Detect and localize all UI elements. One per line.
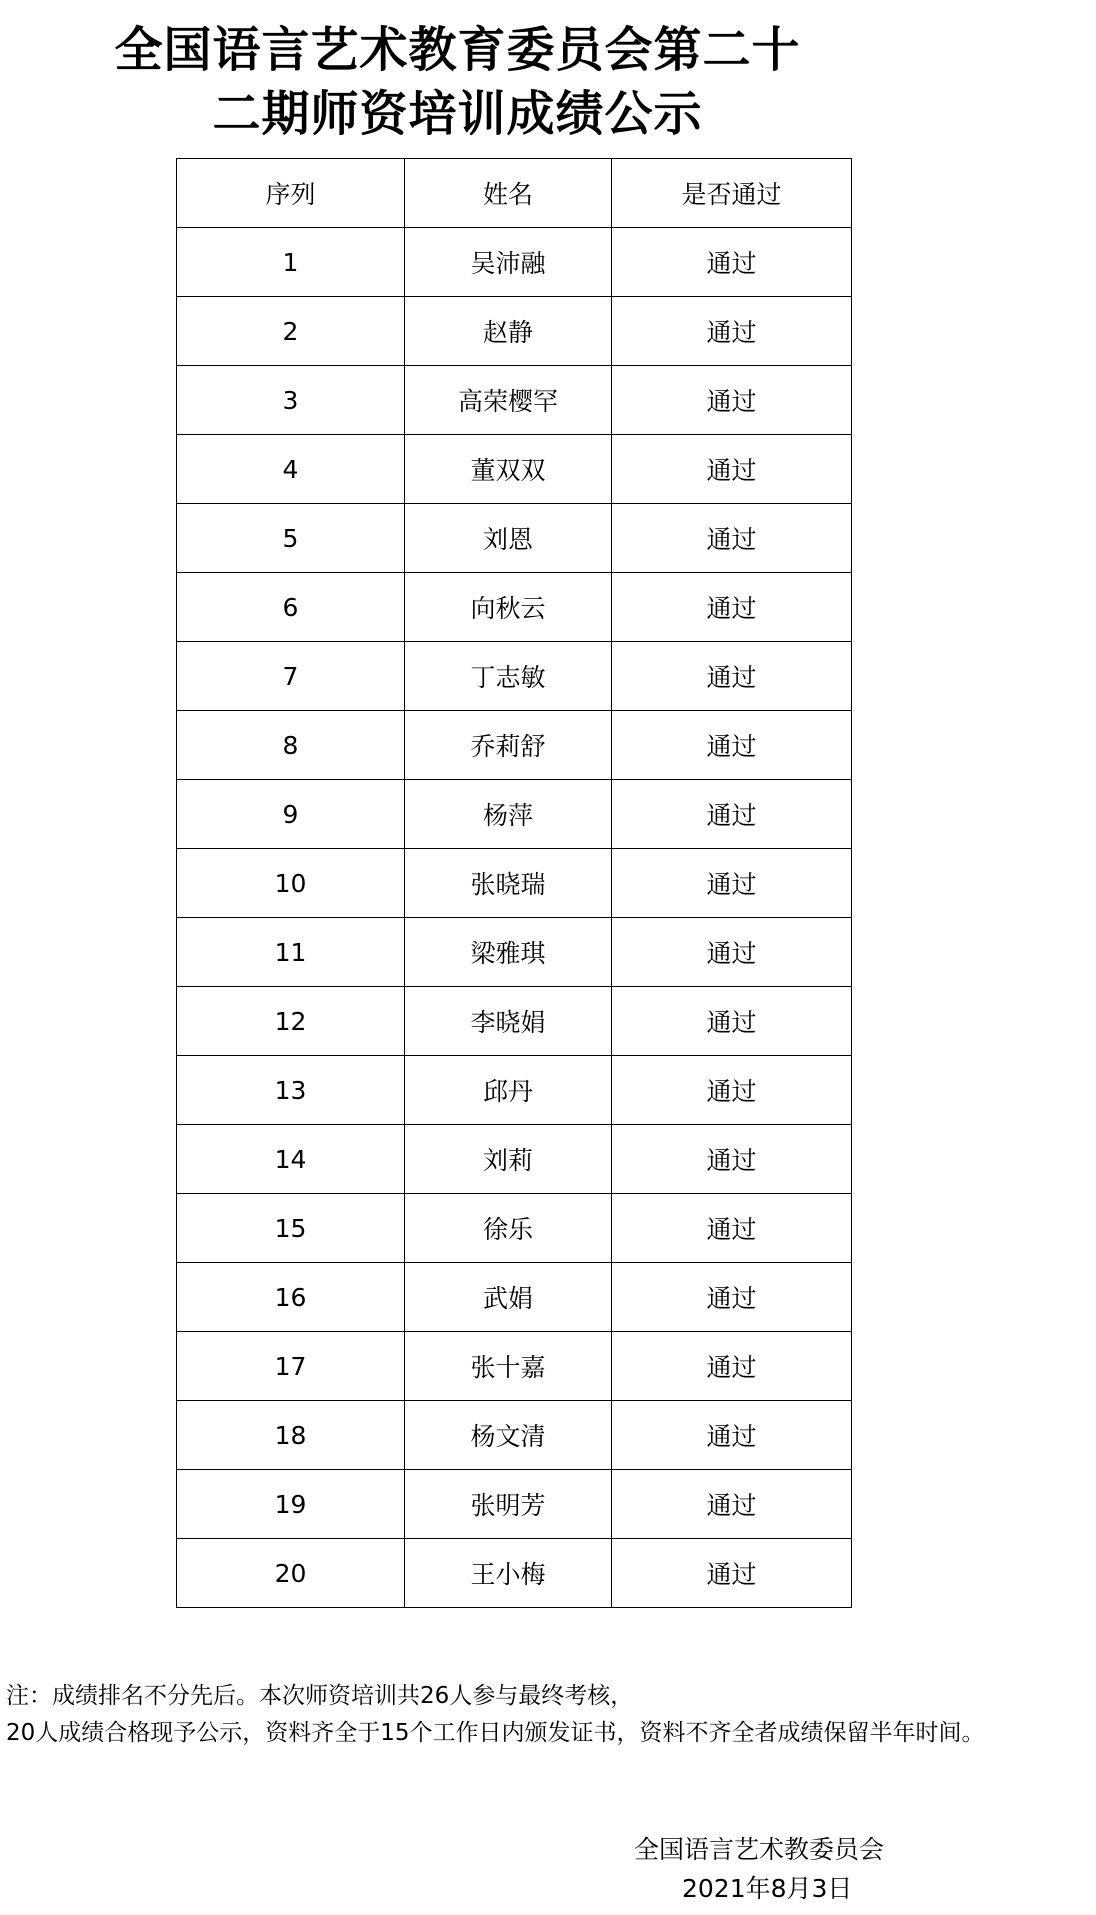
cell-name: 李晓娟	[405, 987, 612, 1056]
cell-index: 19	[177, 1470, 405, 1539]
cell-passed: 通过	[612, 1470, 852, 1539]
cell-index: 13	[177, 1056, 405, 1125]
table-row	[177, 573, 852, 642]
cell-name: 杨萍	[405, 780, 612, 849]
cell-passed: 通过	[612, 1056, 852, 1125]
cell-passed: 通过	[612, 1401, 852, 1470]
table-row	[177, 228, 852, 297]
cell-passed: 通过	[612, 849, 852, 918]
table-row	[177, 711, 852, 780]
cell-index: 14	[177, 1125, 405, 1194]
cell-name: 张明芳	[405, 1470, 612, 1539]
cell-passed: 通过	[612, 1332, 852, 1401]
cell-index: 11	[177, 918, 405, 987]
results-table	[176, 158, 852, 1608]
table-row	[177, 1056, 852, 1125]
header-index: 序列	[177, 159, 405, 228]
table-row	[177, 297, 852, 366]
cell-passed: 通过	[612, 573, 852, 642]
cell-name: 赵静	[405, 297, 612, 366]
cell-index: 1	[177, 228, 405, 297]
cell-name: 杨文清	[405, 1401, 612, 1470]
cell-index: 3	[177, 366, 405, 435]
header-name: 姓名	[405, 159, 612, 228]
table-row	[177, 1401, 852, 1470]
cell-name: 高荣樱罕	[405, 366, 612, 435]
table-row	[177, 987, 852, 1056]
cell-name: 武娟	[405, 1263, 612, 1332]
cell-index: 5	[177, 504, 405, 573]
page-title-line-1: 全国语言艺术教育委员会第二十	[114, 22, 801, 78]
cell-name: 乔莉舒	[405, 711, 612, 780]
cell-index: 2	[177, 297, 405, 366]
table-row	[177, 1263, 852, 1332]
cell-index: 18	[177, 1401, 405, 1470]
header-passed: 是否通过	[612, 159, 852, 228]
cell-index: 6	[177, 573, 405, 642]
cell-passed: 通过	[612, 918, 852, 987]
table-row	[177, 1470, 852, 1539]
cell-index: 10	[177, 849, 405, 918]
note-line-2: 20人成绩合格现予公示，资料齐全于15个工作日内颁发证书，资料不齐全者成绩保留半年时间。	[6, 1720, 985, 1746]
note-line-1: 注：成绩排名不分先后。本次师资培训共26人参与最终考核，	[6, 1683, 634, 1709]
table-row	[177, 1332, 852, 1401]
cell-name: 刘恩	[405, 504, 612, 573]
table-body	[177, 228, 852, 1608]
cell-index: 12	[177, 987, 405, 1056]
table-row	[177, 849, 852, 918]
cell-name: 梁雅琪	[405, 918, 612, 987]
cell-passed: 通过	[612, 1125, 852, 1194]
cell-passed: 通过	[612, 711, 852, 780]
signature-organization: 全国语言艺术教委员会	[634, 1835, 885, 1864]
page-title-line-2: 二期师资培训成绩公示	[212, 86, 703, 142]
table-row	[177, 504, 852, 573]
cell-index: 15	[177, 1194, 405, 1263]
table-header-row	[177, 159, 852, 228]
cell-passed: 通过	[612, 504, 852, 573]
cell-index: 8	[177, 711, 405, 780]
table-row	[177, 642, 852, 711]
table-row	[177, 1194, 852, 1263]
cell-name: 向秋云	[405, 573, 612, 642]
table-row	[177, 1539, 852, 1608]
cell-name: 邱丹	[405, 1056, 612, 1125]
cell-passed: 通过	[612, 987, 852, 1056]
cell-passed: 通过	[612, 228, 852, 297]
signature-date: 2021年8月3日	[682, 1874, 853, 1903]
cell-name: 董双双	[405, 435, 612, 504]
cell-name: 张晓瑞	[405, 849, 612, 918]
cell-passed: 通过	[612, 642, 852, 711]
cell-index: 4	[177, 435, 405, 504]
cell-name: 刘莉	[405, 1125, 612, 1194]
cell-passed: 通过	[612, 435, 852, 504]
cell-name: 张十嘉	[405, 1332, 612, 1401]
cell-name: 吴沛融	[405, 228, 612, 297]
cell-index: 7	[177, 642, 405, 711]
cell-index: 16	[177, 1263, 405, 1332]
table-row	[177, 1125, 852, 1194]
cell-name: 徐乐	[405, 1194, 612, 1263]
cell-index: 9	[177, 780, 405, 849]
cell-index: 20	[177, 1539, 405, 1608]
table-row	[177, 366, 852, 435]
cell-passed: 通过	[612, 366, 852, 435]
table-row	[177, 918, 852, 987]
table-row	[177, 780, 852, 849]
cell-passed: 通过	[612, 1539, 852, 1608]
cell-passed: 通过	[612, 297, 852, 366]
cell-passed: 通过	[612, 1263, 852, 1332]
cell-name: 丁志敏	[405, 642, 612, 711]
cell-name: 王小梅	[405, 1539, 612, 1608]
cell-passed: 通过	[612, 1194, 852, 1263]
cell-index: 17	[177, 1332, 405, 1401]
cell-passed: 通过	[612, 780, 852, 849]
table-row	[177, 435, 852, 504]
